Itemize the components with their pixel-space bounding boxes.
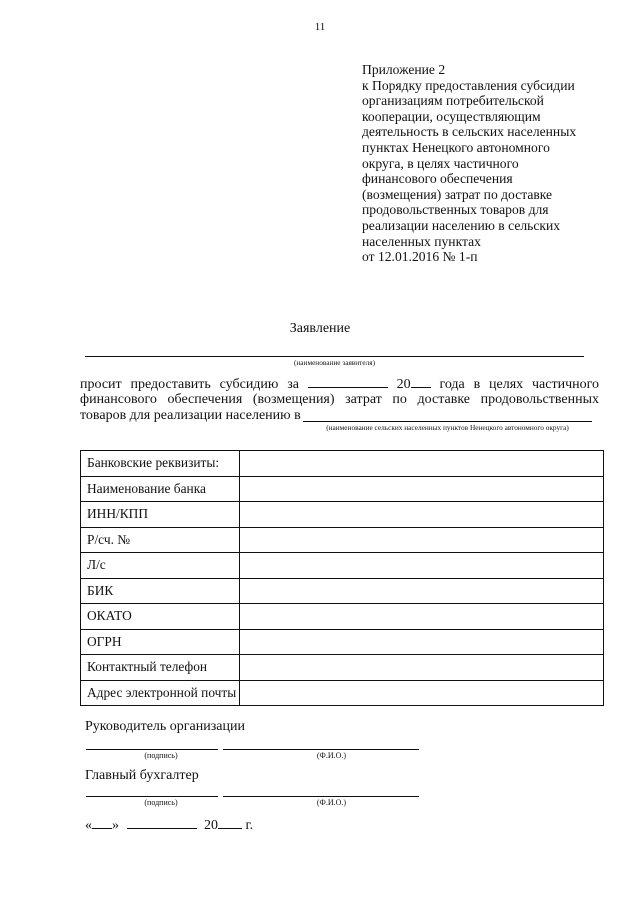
document-title: Заявление: [289, 321, 351, 336]
date-year-suffix: г.: [245, 818, 254, 833]
appendix-line: Приложение 2: [362, 62, 446, 77]
request-line-3: товаров для реализации населению в: [80, 408, 301, 423]
head-name-line[interactable]: [223, 749, 419, 750]
settlement-account-field[interactable]: [240, 527, 604, 553]
date-close-quote: »: [112, 818, 119, 833]
date-month-blank[interactable]: [127, 817, 197, 829]
table-row: [81, 629, 604, 655]
table-row: [81, 578, 604, 604]
okato-field[interactable]: [240, 604, 604, 630]
appendix-line: (возмещения) затрат по доставке: [362, 186, 553, 202]
request-line-1: [80, 376, 599, 393]
appendix-line: финансового обеспечения: [362, 171, 513, 187]
row-label: ИНН/КПП: [81, 502, 240, 528]
head-name-caption: (Ф.И.О.): [316, 751, 347, 760]
appendix-line: кооперации, осуществляющим: [362, 108, 541, 124]
table-row: [81, 553, 604, 579]
row-label: Контактный телефон: [81, 655, 240, 681]
contact-phone-field[interactable]: [240, 655, 604, 681]
request-year-prefix: 20: [396, 377, 411, 392]
bank-details-value-cell[interactable]: [240, 451, 604, 477]
table-row: [81, 680, 604, 706]
accountant-signature-caption: (подпись): [144, 798, 178, 807]
appendix-line: реализации населению в сельских: [362, 217, 561, 233]
appendix-line: населенных пунктах: [362, 233, 481, 249]
date-line: [85, 817, 253, 834]
bank-details-table: [80, 450, 604, 706]
applicant-name-line[interactable]: [85, 356, 584, 357]
email-field[interactable]: [240, 680, 604, 706]
appendix-line: от 12.01.2016 № 1-п: [362, 249, 478, 265]
accountant-name-line[interactable]: [223, 796, 419, 797]
head-signature-label: Руководитель организации: [85, 719, 245, 734]
date-day-blank[interactable]: [92, 817, 112, 829]
date-year-blank[interactable]: [218, 817, 242, 829]
ogrn-field[interactable]: [240, 629, 604, 655]
settlements-caption: (наименование сельских населенных пунктов Ненецкого автономного округа): [326, 423, 569, 432]
row-label: Р/сч. №: [81, 527, 240, 553]
table-row: [81, 604, 604, 630]
date-open-quote: «: [85, 818, 92, 833]
inn-kpp-field[interactable]: [240, 502, 604, 528]
appendix-line: пунктах Ненецкого автономного: [362, 139, 550, 155]
head-signature-line[interactable]: [86, 749, 218, 750]
page-number: 11: [314, 21, 326, 33]
accountant-signature-label: Главный бухгалтер: [85, 768, 199, 783]
bik-field[interactable]: [240, 578, 604, 604]
row-label: Адрес электронной почты: [81, 680, 240, 706]
year-blank[interactable]: [411, 376, 431, 388]
request-line-2: финансового обеспечения (возмещения) затрат по доставке продовольственных: [80, 392, 599, 407]
request-text-end: года в целях частичного: [439, 377, 599, 392]
settlements-line[interactable]: [303, 421, 592, 422]
appendix-line: организациям потребительской: [362, 93, 544, 109]
table-row: [81, 655, 604, 681]
accountant-signature-line[interactable]: [86, 796, 218, 797]
table-row: [81, 527, 604, 553]
appendix-header: [362, 62, 627, 265]
row-label: ОКАТО: [81, 604, 240, 630]
personal-account-field[interactable]: [240, 553, 604, 579]
row-label: Банковские реквизиты:: [81, 451, 240, 477]
row-label: Наименование банка: [81, 476, 240, 502]
appendix-line: к Порядку предоставления субсидии: [362, 77, 575, 93]
bank-name-field[interactable]: [240, 476, 604, 502]
accountant-name-caption: (Ф.И.О.): [316, 798, 347, 807]
request-text-start: просит предоставить субсидию за: [80, 377, 299, 392]
table-row: [81, 451, 604, 477]
date-year-prefix: 20: [204, 818, 218, 833]
appendix-line: продовольственных товаров для: [362, 202, 549, 218]
row-label: ОГРН: [81, 629, 240, 655]
period-blank[interactable]: [308, 376, 388, 388]
row-label: Л/с: [81, 553, 240, 579]
row-label: БИК: [81, 578, 240, 604]
appendix-line: деятельность в сельских населенных: [362, 124, 577, 140]
applicant-name-caption: (наименование заявителя): [293, 358, 376, 367]
appendix-line: округа, в целях частичного: [362, 155, 519, 171]
table-row: [81, 476, 604, 502]
table-row: [81, 502, 604, 528]
head-signature-caption: (подпись): [144, 751, 178, 760]
